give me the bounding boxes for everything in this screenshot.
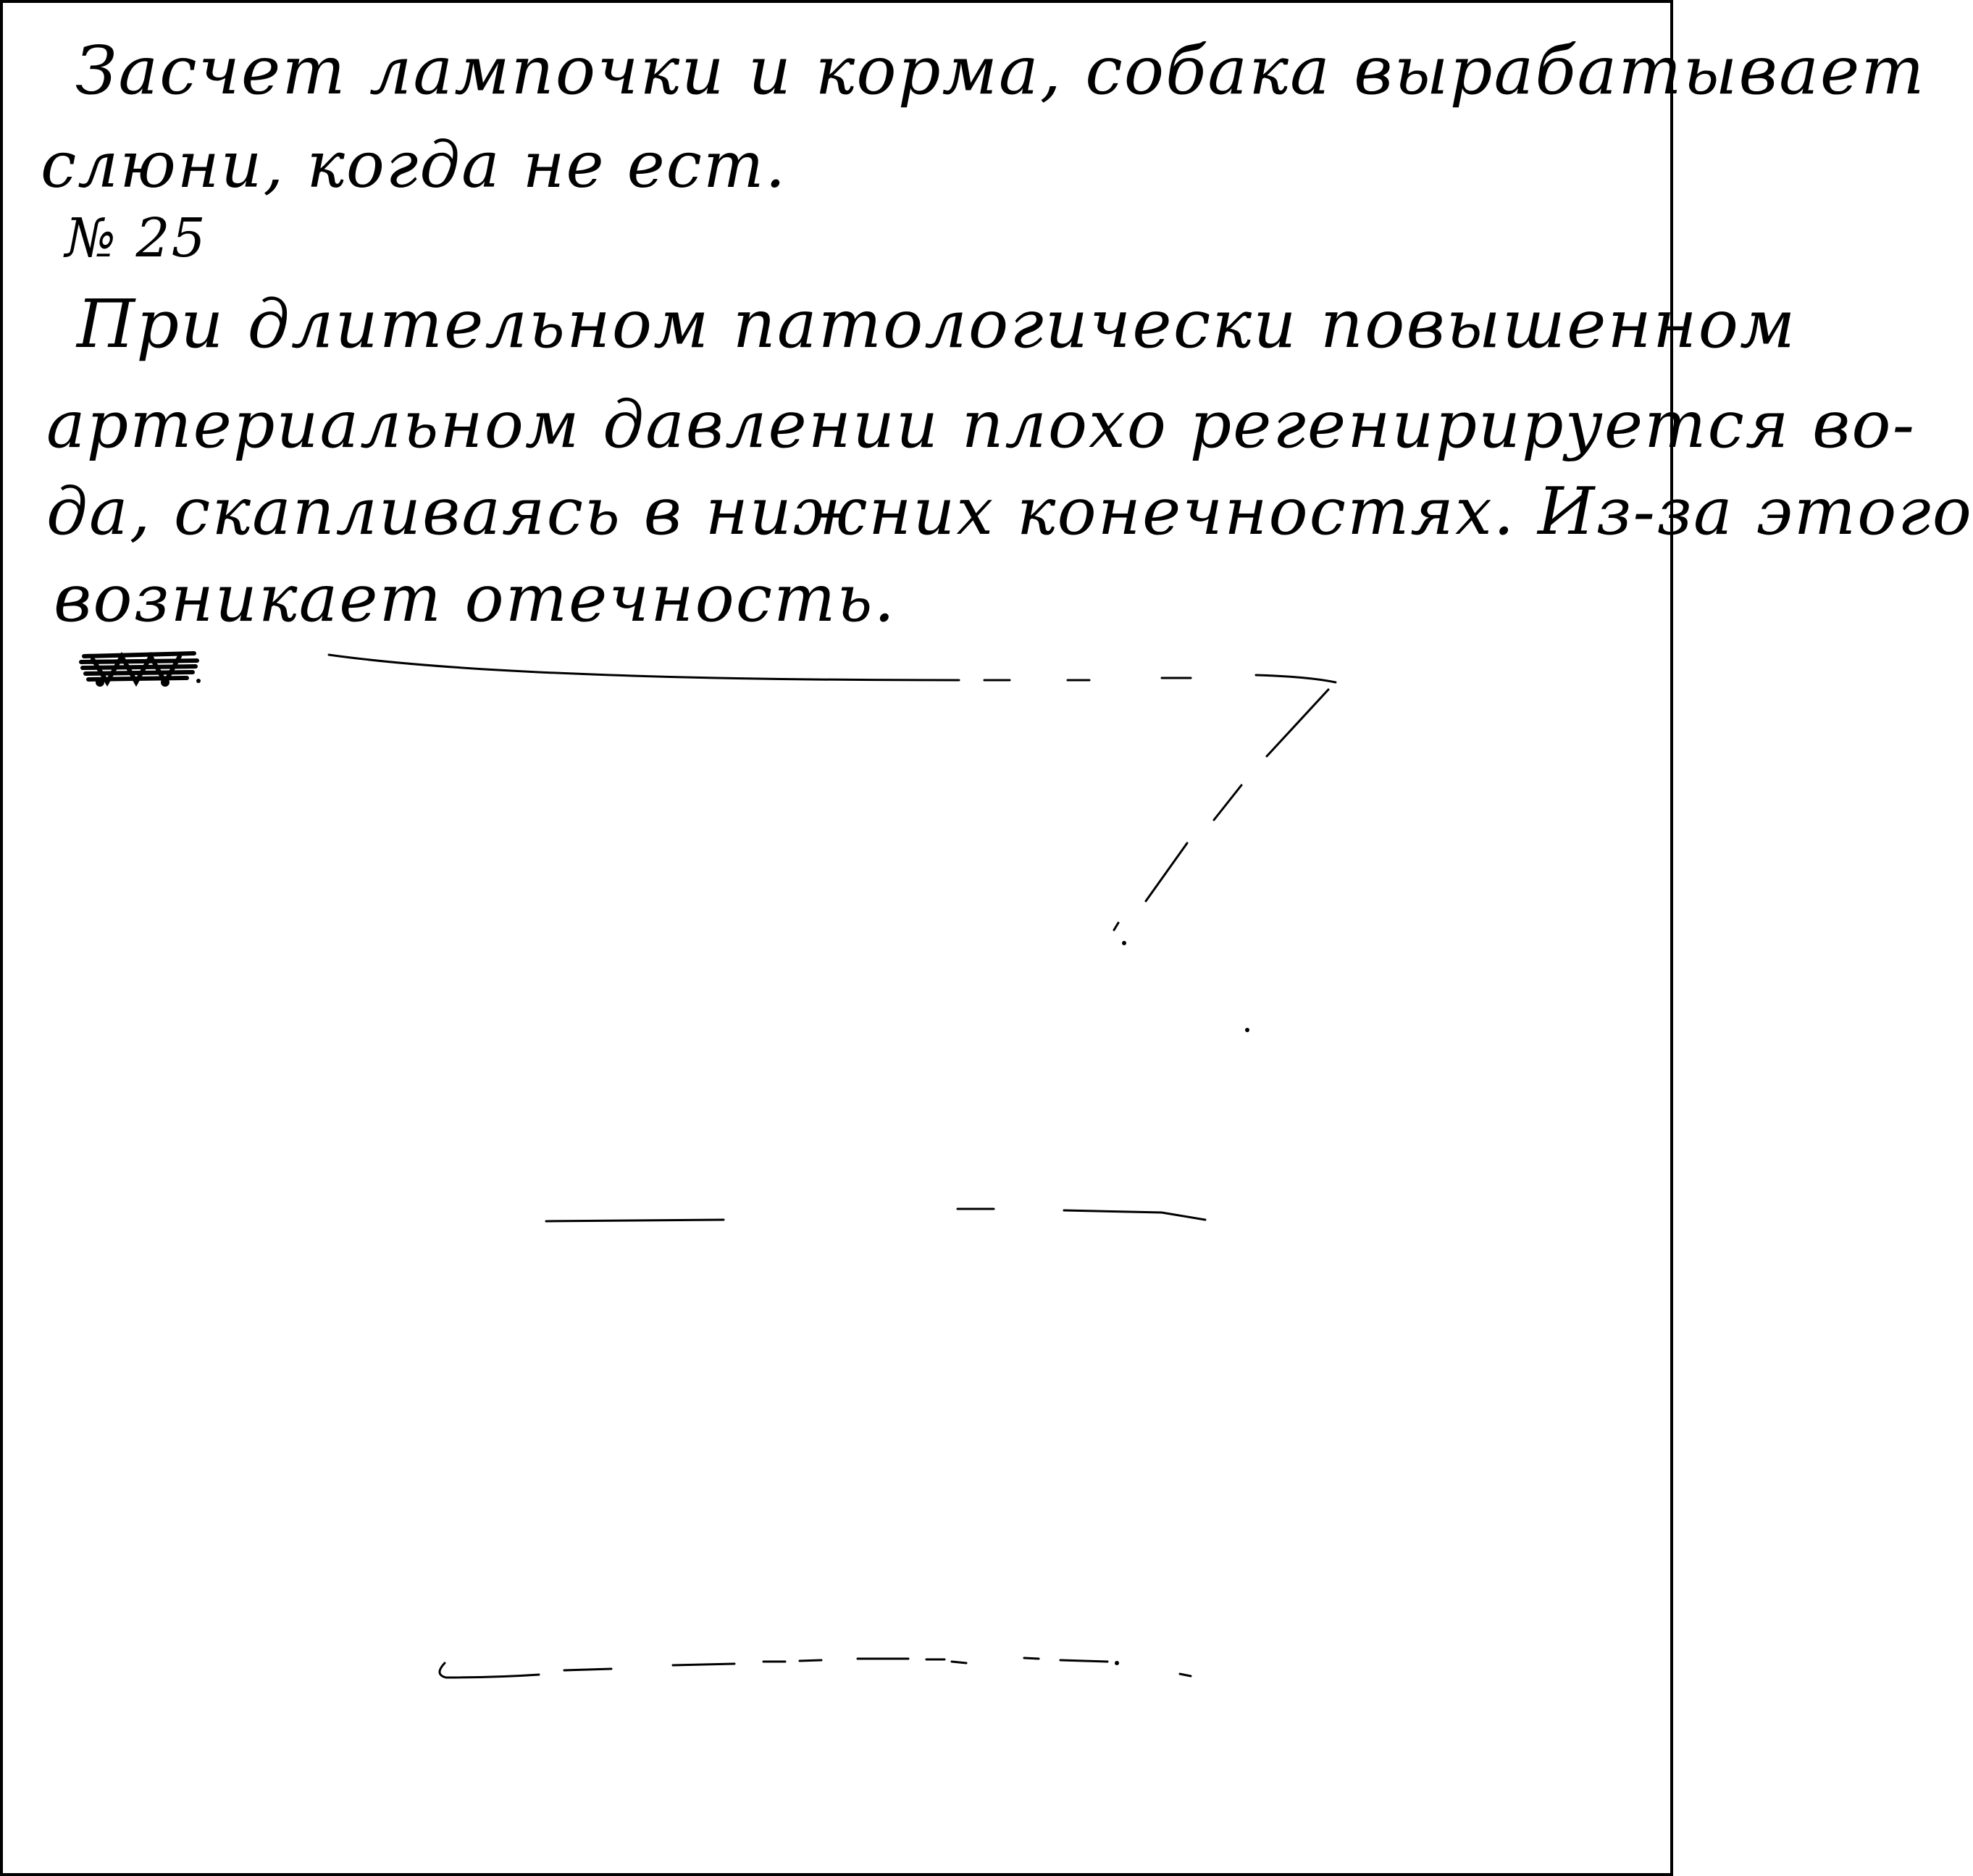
bleed-through-marks bbox=[3, 3, 1670, 1873]
text-line-1: Засчет лампочки и корма, собака вырабатывает bbox=[75, 32, 1926, 109]
text-line-7: возникает отечность. bbox=[54, 561, 897, 637]
text-line-6: да, скапливаясь в нижних конечностях. Из-за этого bbox=[46, 474, 1973, 550]
text-line-4: При длительном патологически повышенном bbox=[77, 285, 1797, 363]
problem-number: № 25 bbox=[65, 207, 207, 269]
text-line-2: слюни, когда не ест. bbox=[41, 127, 787, 202]
text-line-5: артериальном давлении плохо регенирируется во- bbox=[46, 387, 1917, 463]
crossed-out-scribble bbox=[78, 646, 201, 690]
